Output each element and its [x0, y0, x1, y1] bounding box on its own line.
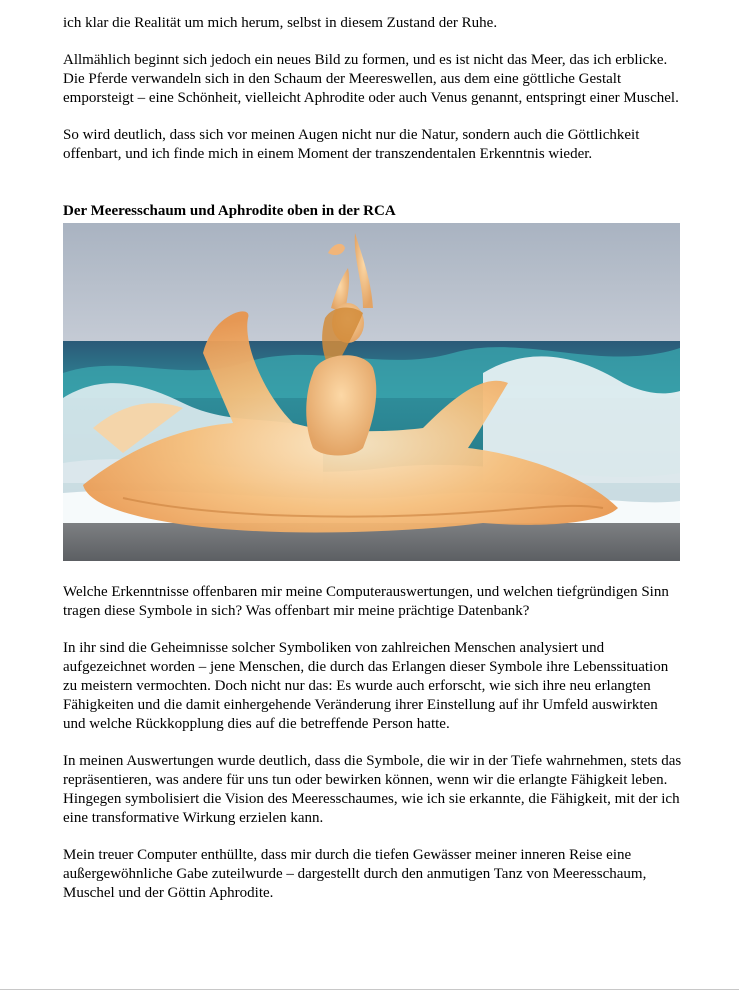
paragraph-1: ich klar die Realität um mich herum, selbst in diesem Zustand der Ruhe. — [63, 15, 498, 31]
paragraph-6: In meinen Auswertungen wurde deutlich, dass die Symbole, die wir in der Tiefe wahrnehmen, stets das repräsentieren, was andere für uns tun oder bewirken können, wenn wir die erlangte Fähigkeit leben. Hingegen symbolisiert die Vision des Meeresschaumes, wie ich sie erkannte, die Fähigkeit, mit der ich eine transformative Wirkung erzielen kann. — [63, 753, 682, 826]
figure-heading: Der Meeresschaum und Aphrodite oben in der RCA — [63, 203, 396, 219]
aphrodite-seafoam-image — [63, 223, 680, 561]
paragraph-7: Mein treuer Computer enthüllte, dass mir durch die tiefen Gewässer meiner inneren Reise eine außergewöhnliche Gabe zuteilwurde – dargestellt durch den anmutigen Tanz von Meeresschaum, Muschel und der Göttin Aphrodite. — [63, 847, 647, 901]
document-page — [63, 14, 683, 903]
paragraph-4: Welche Erkenntnisse offenbaren mir meine Computerauswertungen, und welchen tiefgründigen Sinn tragen diese Symbole in sich? Was offenbart mir meine prächtige Datenbank? — [63, 584, 669, 619]
page-bottom-divider — [0, 989, 739, 990]
paragraph-5: In ihr sind die Geheimnisse solcher Symboliken von zahlreichen Menschen analysiert und aufgezeichnet worden – jene Menschen, die durch das Erlangen dieser Symbole ihre Lebenssituation zu meistern vermochten. Doch nicht nur das: Es wurde auch erforscht, wie sich ihre neu erlangten Fähigkeiten und die damit einhergehende Veränderung ihrer Einstellung auf ihr Umfeld auswirkten und welche Rückkopplung dies auf die betreffende Person hatte. — [63, 640, 669, 732]
paragraph-3: So wird deutlich, dass sich vor meinen Augen nicht nur die Natur, sondern auch die Göttlichkeit offenbart, und ich finde mich in einem Moment der transzendentalen Erkenntnis wieder. — [63, 127, 640, 162]
paragraph-2: Allmählich beginnt sich jedoch ein neues Bild zu formen, und es ist nicht das Meer, das ich erblicke. Die Pferde verwandeln sich in den Schaum der Meereswellen, aus dem eine göttliche Gestalt emporsteigt – eine Schönheit, vielleicht Aphrodite oder auch Venus genannt, entspringt einer Muschel. — [63, 52, 679, 106]
